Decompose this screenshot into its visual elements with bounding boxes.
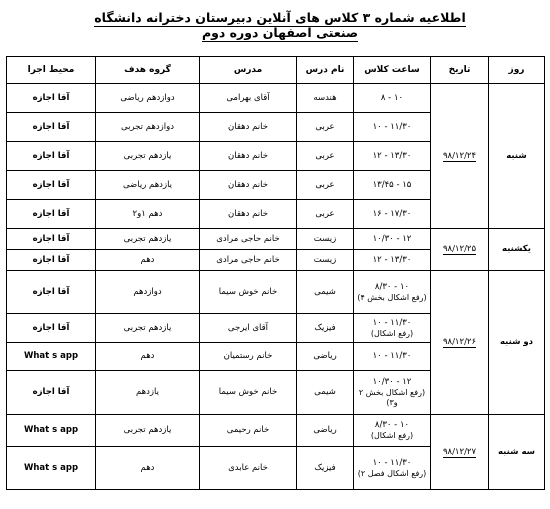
- time-cell: ۱۱/۳۰ - ۱۰: [354, 113, 431, 142]
- teacher-cell: خانم حاجی مرادی: [200, 229, 297, 250]
- schedule-table: [6, 56, 545, 490]
- subject-cell: عربی: [297, 171, 354, 200]
- group-cell: دوازدهم: [96, 271, 200, 314]
- group-cell: دهم ۱و۲: [96, 200, 200, 229]
- time-cell: ۱۱/۳۰ - ۱۰ (رفع اشکال): [354, 314, 431, 343]
- group-cell: یازدهم تجربی: [96, 415, 200, 447]
- time-cell: ۱۲ - ۱۰/۳۰: [354, 229, 431, 250]
- table-row: [7, 415, 545, 447]
- env-cell: What s app: [7, 447, 96, 490]
- date-cell: ۹۸/۱۲/۲۴: [431, 84, 489, 229]
- page-title: اطلاعیه شماره ۳ کلاس های آنلاین دبیرستان دخترانه دانشگاه صنعتی اصفهان دوره دوم: [94, 10, 466, 40]
- group-cell: دوازدهم تجربی: [96, 113, 200, 142]
- teacher-cell: خانم رستمیان: [200, 343, 297, 371]
- subject-cell: شیمی: [297, 271, 354, 314]
- group-cell: دهم: [96, 343, 200, 371]
- table-row: [7, 229, 545, 250]
- env-cell: آقا اجازه: [7, 84, 96, 113]
- env-cell: What s app: [7, 343, 96, 371]
- env-cell: آقا اجازه: [7, 271, 96, 314]
- teacher-cell: خانم دهقان: [200, 113, 297, 142]
- subject-cell: فیزیک: [297, 447, 354, 490]
- teacher-cell: خانم خوش سیما: [200, 271, 297, 314]
- subject-cell: هندسه: [297, 84, 354, 113]
- group-cell: یازدهم تجربی: [96, 314, 200, 343]
- time-cell: ۱۱/۳۰ - ۱۰: [354, 343, 431, 371]
- teacher-cell: خانم دهقان: [200, 200, 297, 229]
- subject-cell: زیست: [297, 250, 354, 271]
- table-row: [7, 84, 545, 113]
- env-cell: آقا اجازه: [7, 113, 96, 142]
- header-row: [7, 57, 545, 84]
- env-cell: آقا اجازه: [7, 142, 96, 171]
- env-cell: آقا اجازه: [7, 171, 96, 200]
- group-cell: یازدهم ریاضی: [96, 171, 200, 200]
- date-cell: ۹۸/۱۲/۲۶: [431, 271, 489, 415]
- env-cell: What s app: [7, 415, 96, 447]
- header-time: ساعت کلاس: [354, 57, 431, 84]
- subject-cell: ریاضی: [297, 343, 354, 371]
- day-cell: شنبه: [489, 84, 545, 229]
- header-day: روز: [489, 57, 545, 84]
- teacher-cell: خانم دهقان: [200, 171, 297, 200]
- time-cell: ۱۷/۳۰ - ۱۶: [354, 200, 431, 229]
- day-cell: دو شنبه: [489, 271, 545, 415]
- header-group: گروه هدف: [96, 57, 200, 84]
- subject-cell: فیزیک: [297, 314, 354, 343]
- group-cell: دهم: [96, 250, 200, 271]
- time-cell: ۱۰ - ۸/۳۰ (رفع اشکال): [354, 415, 431, 447]
- subject-cell: عربی: [297, 113, 354, 142]
- teacher-cell: خانم حاجی مرادی: [200, 250, 297, 271]
- header-teacher: مدرس: [200, 57, 297, 84]
- group-cell: یازدهم تجربی: [96, 229, 200, 250]
- time-cell: ۱۵ - ۱۳/۴۵: [354, 171, 431, 200]
- time-cell: ۱۳/۳۰ - ۱۲: [354, 250, 431, 271]
- group-cell: دوازدهم ریاضی: [96, 84, 200, 113]
- group-cell: دهم: [96, 447, 200, 490]
- header-date: تاریخ: [431, 57, 489, 84]
- day-cell: سه شنبه: [489, 415, 545, 490]
- header-env: محیط اجرا: [7, 57, 96, 84]
- group-cell: یازدهم: [96, 371, 200, 415]
- date-cell: ۹۸/۱۲/۲۵: [431, 229, 489, 271]
- subject-cell: ریاضی: [297, 415, 354, 447]
- teacher-cell: خانم رحیمی: [200, 415, 297, 447]
- env-cell: آقا اجازه: [7, 250, 96, 271]
- subject-cell: زیست: [297, 229, 354, 250]
- env-cell: آقا اجازه: [7, 200, 96, 229]
- time-cell: ۱۰ - ۸/۳۰ (رفع اشکال بخش ۴): [354, 271, 431, 314]
- header-subject: نام درس: [297, 57, 354, 84]
- teacher-cell: آقای بهرامی: [200, 84, 297, 113]
- subject-cell: عربی: [297, 200, 354, 229]
- teacher-cell: آقای ایرجی: [200, 314, 297, 343]
- teacher-cell: خانم دهقان: [200, 142, 297, 171]
- time-cell: ۱۱/۳۰ - ۱۰ (رفع اشکال فصل ۲): [354, 447, 431, 490]
- day-cell: یکشنبه: [489, 229, 545, 271]
- subject-cell: عربی: [297, 142, 354, 171]
- env-cell: آقا اجازه: [7, 371, 96, 415]
- time-cell: ۱۲ - ۱۰/۳۰ (رفع اشکال بخش ۲ و۳): [354, 371, 431, 415]
- subject-cell: شیمی: [297, 371, 354, 415]
- env-cell: آقا اجازه: [7, 229, 96, 250]
- table-row: [7, 271, 545, 314]
- env-cell: آقا اجازه: [7, 314, 96, 343]
- time-cell: ۱۰ - ۸: [354, 84, 431, 113]
- group-cell: یازدهم تجربی: [96, 142, 200, 171]
- time-cell: ۱۳/۳۰ - ۱۲: [354, 142, 431, 171]
- date-cell: ۹۸/۱۲/۲۷: [431, 415, 489, 490]
- teacher-cell: خانم عابدی: [200, 447, 297, 490]
- teacher-cell: خانم خوش سیما: [200, 371, 297, 415]
